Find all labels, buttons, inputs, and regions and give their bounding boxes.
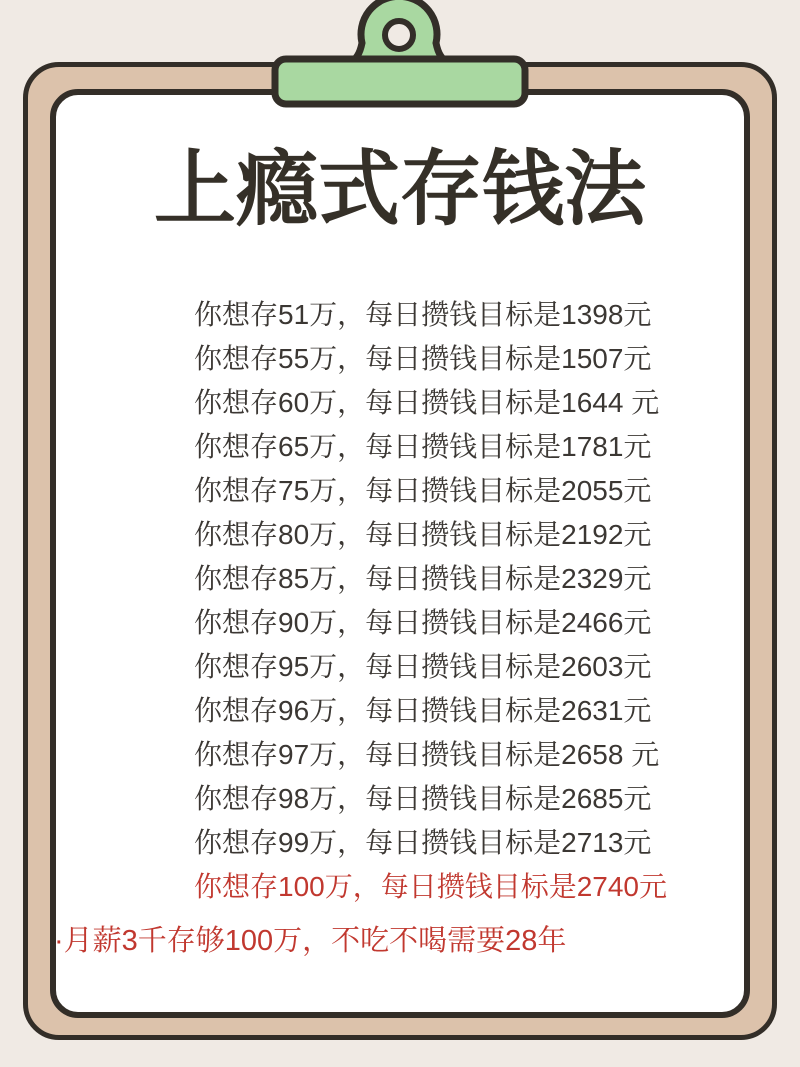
savings-line: 你想存95万，每日攒钱目标是2603元 [194, 651, 652, 682]
savings-line-highlight: 你想存100万，每日攒钱目标是2740元 [194, 871, 668, 902]
page-title: 上瘾式存钱法 [153, 144, 646, 235]
savings-line: 你想存98万，每日攒钱目标是2685元 [194, 783, 652, 814]
footnote: ·月薪3千存够100万，不吃不喝需要28年 [54, 925, 567, 957]
savings-line: 你想存75万，每日攒钱目标是2055元 [194, 475, 652, 506]
savings-line: 你想存90万，每日攒钱目标是2466元 [194, 607, 652, 638]
savings-line: 你想存60万，每日攒钱目标是1644 元 [194, 387, 660, 418]
savings-line: 你想存65万，每日攒钱目标是1781元 [194, 431, 652, 462]
savings-line: 你想存51万，每日攒钱目标是1398元 [194, 299, 652, 330]
savings-list [194, 293, 667, 909]
savings-line: 你想存85万，每日攒钱目标是2329元 [194, 563, 652, 594]
savings-line: 你想存55万，每日攒钱目标是1507元 [194, 343, 652, 374]
clipboard-clip-icon [266, 0, 534, 114]
savings-line: 你想存80万，每日攒钱目标是2192元 [194, 519, 652, 550]
savings-line: 你想存99万，每日攒钱目标是2713元 [194, 827, 652, 858]
savings-line: 你想存97万，每日攒钱目标是2658 元 [194, 739, 660, 770]
savings-line: 你想存96万，每日攒钱目标是2631元 [194, 695, 652, 726]
